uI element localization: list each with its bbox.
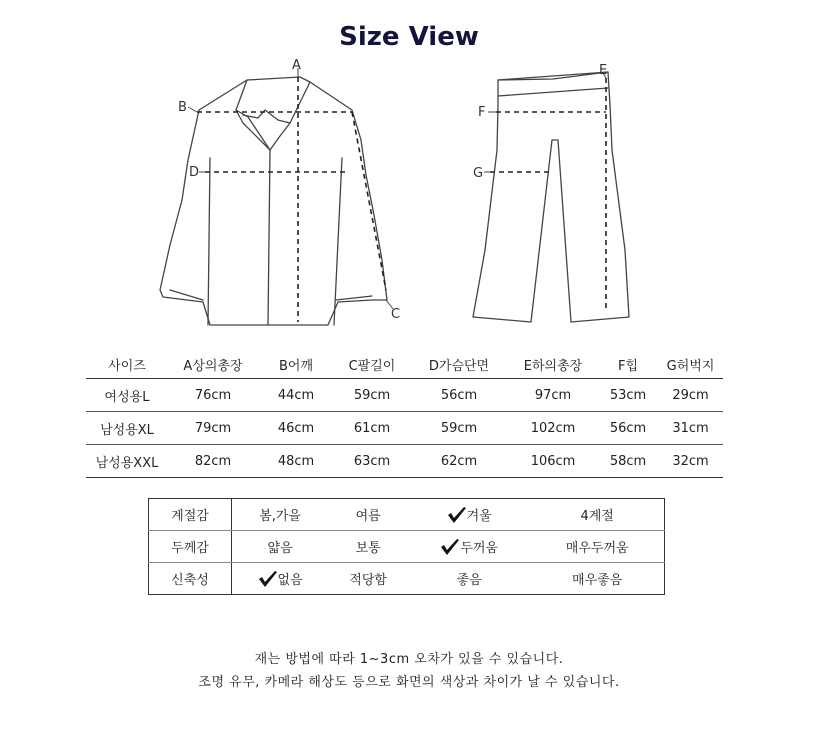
table-cell: 61cm [334, 412, 410, 445]
attribute-option [232, 563, 329, 595]
attribute-option-text: 봄,가을 [259, 509, 301, 524]
size-table-header: A상의총장 [168, 350, 258, 379]
attribute-option-text: 보통 [355, 541, 381, 556]
garment-measurement-diagram [0, 0, 818, 340]
note-color-difference: 조명 유무, 카메라 해상도 등으로 화면의 색상과 차이가 날 수 있습니다. [198, 675, 620, 690]
check-icon [258, 570, 278, 588]
attribute-option [408, 499, 530, 531]
table-cell: 59cm [334, 379, 410, 412]
label-c: C [391, 307, 401, 322]
table-cell: 48cm [258, 445, 334, 478]
attribute-option-text: 매우두꺼움 [565, 541, 629, 556]
label-f: F [478, 105, 486, 120]
attribute-option-text: 겨울 [466, 509, 492, 524]
table-cell: 남성용XXL [86, 445, 168, 478]
table-cell: 31cm [658, 412, 723, 445]
table-cell: 29cm [658, 379, 723, 412]
table-row [86, 445, 723, 478]
attribute-option-text: 없음 [277, 573, 303, 588]
size-table-header-row [86, 350, 723, 379]
table-cell: 56cm [410, 379, 508, 412]
attribute-option-text: 여름 [355, 509, 381, 524]
disclaimer-notes [0, 648, 818, 694]
attribute-option [530, 563, 664, 595]
table-row [86, 412, 723, 445]
attribute-label: 신축성 [149, 563, 232, 595]
label-g: G [473, 166, 484, 181]
table-row [86, 379, 723, 412]
jacket-collar [236, 80, 310, 150]
attribute-option [530, 531, 664, 563]
label-d: D [189, 165, 200, 180]
table-cell: 59cm [410, 412, 508, 445]
check-icon [447, 506, 467, 524]
table-cell: 82cm [168, 445, 258, 478]
table-cell: 63cm [334, 445, 410, 478]
table-cell: 106cm [508, 445, 598, 478]
table-cell: 여성용L [86, 379, 168, 412]
attribute-option-text: 매우좋음 [572, 573, 623, 588]
label-a: A [292, 58, 301, 73]
attribute-option [530, 499, 664, 531]
attribute-label: 두께감 [149, 531, 232, 563]
table-cell: 53cm [598, 379, 658, 412]
table-cell: 62cm [410, 445, 508, 478]
table-cell: 79cm [168, 412, 258, 445]
attribute-option-text: 두꺼움 [460, 541, 499, 556]
table-cell: 남성용XL [86, 412, 168, 445]
attribute-option-text: 얇음 [267, 541, 293, 556]
table-cell: 97cm [508, 379, 598, 412]
page-title: Size View [339, 22, 479, 52]
size-table-header: C팔길이 [334, 350, 410, 379]
measure-line-c [352, 112, 386, 290]
attribute-row-season [149, 499, 665, 531]
attribute-option [328, 499, 408, 531]
attribute-option [232, 531, 329, 563]
attribute-row-thickness [149, 531, 665, 563]
label-b: B [178, 100, 187, 115]
attribute-row-stretch [149, 563, 665, 595]
size-table-header: F힙 [598, 350, 658, 379]
attribute-option [328, 531, 408, 563]
size-table-header: B어깨 [258, 350, 334, 379]
attribute-option [232, 499, 329, 531]
attribute-option [408, 531, 530, 563]
attribute-option-text: 적당함 [349, 573, 387, 588]
table-cell: 102cm [508, 412, 598, 445]
table-cell: 46cm [258, 412, 334, 445]
label-e: E [599, 63, 608, 78]
fabric-attribute-table [148, 498, 665, 595]
attribute-option-text: 좋음 [456, 573, 482, 588]
attribute-option [328, 563, 408, 595]
table-cell: 58cm [598, 445, 658, 478]
size-table [86, 350, 723, 478]
size-table-header: G허벅지 [658, 350, 723, 379]
table-cell: 32cm [658, 445, 723, 478]
table-cell: 44cm [258, 379, 334, 412]
attribute-option-text: 4계절 [580, 509, 614, 524]
note-measurement-error: 재는 방법에 따라 1~3cm 오차가 있을 수 있습니다. [254, 652, 564, 667]
size-table-header: E하의총장 [508, 350, 598, 379]
table-cell: 76cm [168, 379, 258, 412]
size-table-header: D가슴단면 [410, 350, 508, 379]
check-icon [440, 538, 460, 556]
attribute-option [408, 563, 530, 595]
table-cell: 56cm [598, 412, 658, 445]
size-table-header: 사이즈 [86, 350, 168, 379]
attribute-label: 계절감 [149, 499, 232, 531]
